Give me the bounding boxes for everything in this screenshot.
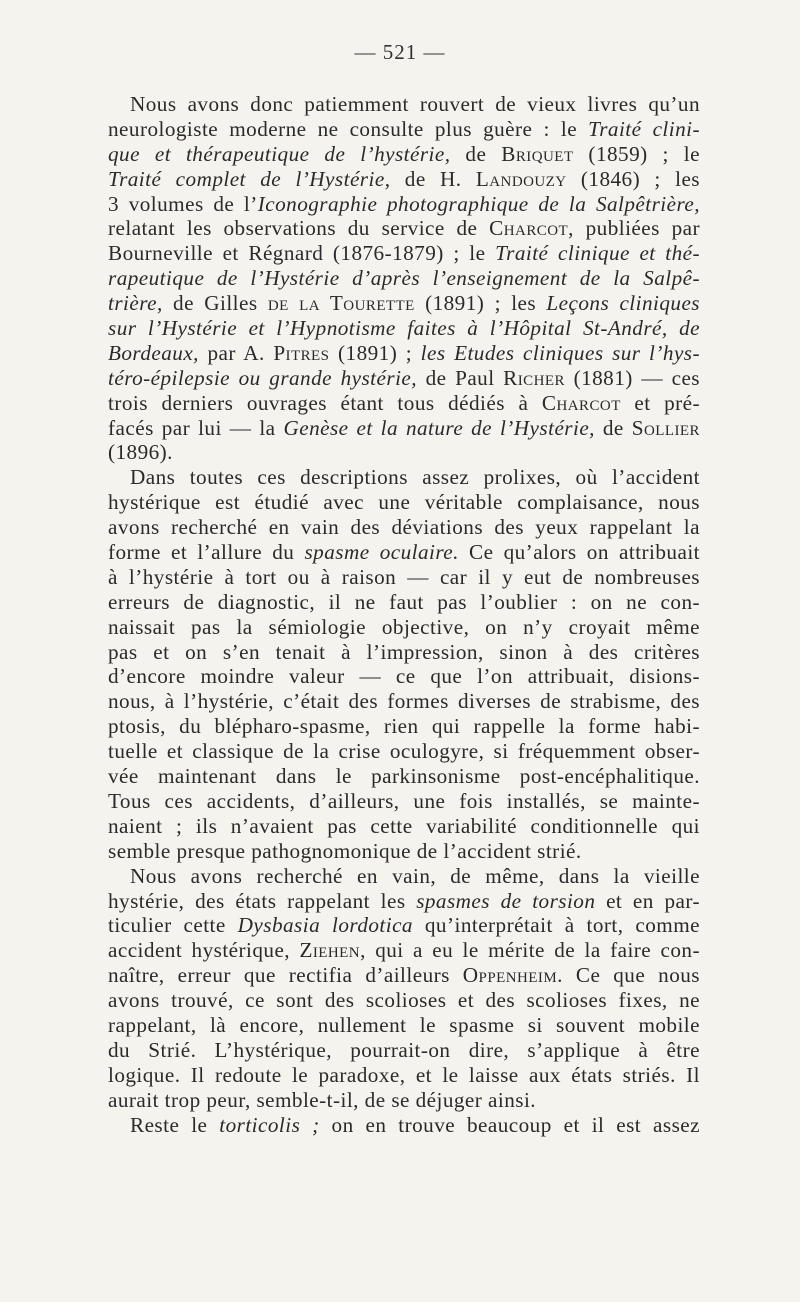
italic-text: que et thérapeutique de l’hystérie,	[108, 141, 451, 166]
italic-text: les Etudes cliniques sur l’hys-	[420, 340, 700, 365]
text-line	[108, 864, 700, 889]
text-segment: forme et l’allure du	[108, 540, 305, 565]
text-line	[108, 490, 700, 515]
text-line	[108, 291, 700, 316]
italic-text: Bordeaux,	[108, 340, 199, 365]
text-line	[108, 465, 700, 490]
author-name: Richer	[503, 365, 565, 390]
text-line	[108, 440, 700, 465]
text-segment: ptosis, du blépharo-spasme, rien qui rappelle la forme habi-	[108, 714, 700, 739]
text-line	[108, 341, 700, 366]
text-segment: nous, à l’hystérie, c’était des formes diverses de strabisme, des	[108, 689, 700, 714]
text-segment: pas et on s’en tenait à l’impression, sinon à des critères	[108, 639, 700, 664]
text-segment: de	[450, 141, 502, 166]
text-segment: naître, erreur que rectifia d’ailleurs	[108, 963, 463, 988]
text-segment: avons trouvé, ce sont des scolioses et des scolioses fixes, ne	[108, 988, 700, 1013]
text-line	[108, 1113, 700, 1138]
text-segment: tuelle et classique de la crise oculogyre, si fréquemment obser-	[108, 739, 700, 764]
text-line	[108, 689, 700, 714]
author-name: de la Tourette	[267, 291, 415, 316]
text-segment: on en trouve beaucoup et il est assez	[319, 1112, 700, 1137]
text-segment: Nous avons recherché en vain, de même, dans la vieille	[130, 863, 700, 888]
text-segment: et pré-	[620, 390, 701, 415]
author-name: Briquet	[501, 141, 574, 166]
text-line	[108, 938, 700, 963]
text-line	[108, 416, 700, 441]
text-line	[108, 142, 700, 167]
text-segment: (1881) — ces	[565, 365, 700, 390]
text-segment: neurologiste moderne ne consulte plus guère : le	[108, 116, 589, 141]
text-segment: de	[594, 415, 632, 440]
italic-text: Traité complet de l’Hystérie,	[108, 166, 391, 191]
text-line	[108, 366, 700, 391]
text-line	[108, 988, 700, 1013]
text-segment: semble presque pathognomonique de l’accident strié.	[108, 838, 582, 863]
italic-text: Iconographie photographique de la Salpêtrière,	[257, 191, 701, 216]
text-line	[108, 117, 700, 142]
text-segment: 3 volumes de l’	[108, 191, 258, 216]
text-segment: trois derniers ouvrages étant tous dédiés à	[108, 390, 542, 415]
italic-text: Traité clini-	[588, 116, 700, 141]
author-name: Oppenheim	[462, 963, 558, 988]
text-segment: d’encore moindre valeur — ce que l’on attribuait, disions-	[108, 664, 700, 689]
text-line	[108, 640, 700, 665]
text-segment: (1859) ; le	[573, 141, 700, 166]
text-segment: et en par-	[595, 888, 700, 913]
author-name: Charcot	[489, 216, 569, 241]
text-segment: vée maintenant dans le parkinsonisme post-encéphalitique.	[108, 764, 700, 789]
text-segment: facés par lui — la	[108, 415, 284, 440]
text-segment: erreurs de diagnostic, il ne faut pas l’oublier : on ne con-	[108, 589, 700, 614]
text-segment: hystérique est étudié avec une véritable complaisance, nous	[108, 490, 700, 515]
text-line	[108, 615, 700, 640]
italic-text: Dysbasia lordotica	[237, 913, 413, 938]
text-segment: (1891) ;	[329, 340, 421, 365]
text-line	[108, 963, 700, 988]
text-segment: (1846) ; les	[566, 166, 700, 191]
text-segment: Reste le	[130, 1112, 220, 1137]
text-segment: ticulier cette	[108, 913, 238, 938]
text-line	[108, 192, 700, 217]
text-segment: Ce qu’alors on attribuait	[458, 540, 700, 565]
text-line	[108, 391, 700, 416]
text-segment: Tous ces accidents, d’ailleurs, une fois installés, se mainte-	[108, 788, 700, 813]
text-segment: de H.	[390, 166, 476, 191]
italic-text: téro-épilepsie ou grande hystérie,	[108, 365, 418, 390]
text-line	[108, 913, 700, 938]
text-segment: naissait pas la sémiologie objective, on n’y croyait même	[108, 614, 700, 639]
text-segment: Bourneville et Régnard (1876-1879) ; le	[108, 241, 496, 266]
italic-text: torticolis ;	[219, 1112, 320, 1137]
text-segment: de Paul	[417, 365, 504, 390]
text-line	[108, 739, 700, 764]
italic-text: spasme oculaire.	[304, 540, 459, 565]
text-line	[108, 889, 700, 914]
text-line	[108, 764, 700, 789]
author-name: Sollier	[631, 415, 700, 440]
text-line	[108, 814, 700, 839]
text-line	[108, 1063, 700, 1088]
text-segment: , publiées par	[568, 216, 700, 241]
italic-text: Leçons cliniques	[546, 291, 700, 316]
text-line	[108, 590, 700, 615]
author-name: Landouzy	[475, 166, 567, 191]
text-segment: aurait trop peur, semble-t-il, de se déjuger ainsi.	[108, 1087, 537, 1112]
italic-text: spasmes de torsion	[416, 888, 596, 913]
body-text	[108, 92, 700, 1137]
text-segment: rappelant, là encore, nullement le spasme si souvent mobile	[108, 1012, 700, 1037]
text-line	[108, 316, 700, 341]
text-segment: hystérie, des états rappelant les	[108, 888, 417, 913]
text-segment: à l’hystérie à tort ou à raison — car il y eut de nombreuses	[108, 564, 700, 589]
text-line	[108, 241, 700, 266]
text-line	[108, 92, 700, 117]
italic-text: sur l’Hystérie et l’Hypnotisme faites à l’Hôpital St-André, de	[108, 316, 700, 341]
text-line	[108, 1013, 700, 1038]
text-segment: Dans toutes ces descriptions assez prolixes, où l’accident	[130, 465, 700, 490]
author-name: Ziehen	[299, 938, 361, 963]
text-line	[108, 515, 700, 540]
text-segment: relatant les observations du service de	[108, 216, 490, 241]
text-segment: , qui a eu le mérite de la faire con-	[360, 938, 700, 963]
text-line	[108, 789, 700, 814]
text-segment: . Ce que nous	[557, 963, 700, 988]
text-line	[108, 714, 700, 739]
italic-text: Genèse et la nature de l’Hystérie,	[283, 415, 595, 440]
text-segment: par A.	[198, 340, 274, 365]
text-line	[108, 664, 700, 689]
text-line	[108, 216, 700, 241]
text-segment: Nous avons donc patiemment rouvert de vieux livres qu’un	[130, 92, 700, 116]
text-segment: (1891) ; les	[414, 291, 547, 316]
page-number: — 521 —	[354, 40, 446, 64]
text-segment: avons recherché en vain des déviations des yeux rappelant la	[108, 515, 700, 540]
text-segment: naient ; ils n’avaient pas cette variabilité conditionnelle qui	[108, 813, 700, 838]
text-segment: du Strié. L’hystérique, pourrait-on dire, s’applique à être	[108, 1037, 700, 1062]
text-line	[108, 565, 700, 590]
italic-text: trière,	[108, 291, 163, 316]
text-segment: qu’interprétait à tort, comme	[412, 913, 700, 938]
author-name: Pitres	[273, 340, 330, 365]
italic-text: Traité clinique et thé-	[495, 241, 700, 266]
text-segment: logique. Il redoute le paradoxe, et le laisse aux états striés. Il	[108, 1062, 700, 1087]
text-segment: accident hystérique,	[108, 938, 300, 963]
author-name: Charcot	[541, 390, 621, 415]
text-line	[108, 1088, 700, 1113]
text-line	[108, 266, 700, 291]
text-segment: (1896).	[108, 440, 173, 465]
text-line	[108, 167, 700, 192]
text-line	[108, 1038, 700, 1063]
text-segment: de Gilles	[162, 291, 268, 316]
text-line	[108, 540, 700, 565]
italic-text: rapeutique de l’Hystérie d’après l’enseignement de la Salpê-	[108, 266, 700, 291]
text-line	[108, 839, 700, 864]
